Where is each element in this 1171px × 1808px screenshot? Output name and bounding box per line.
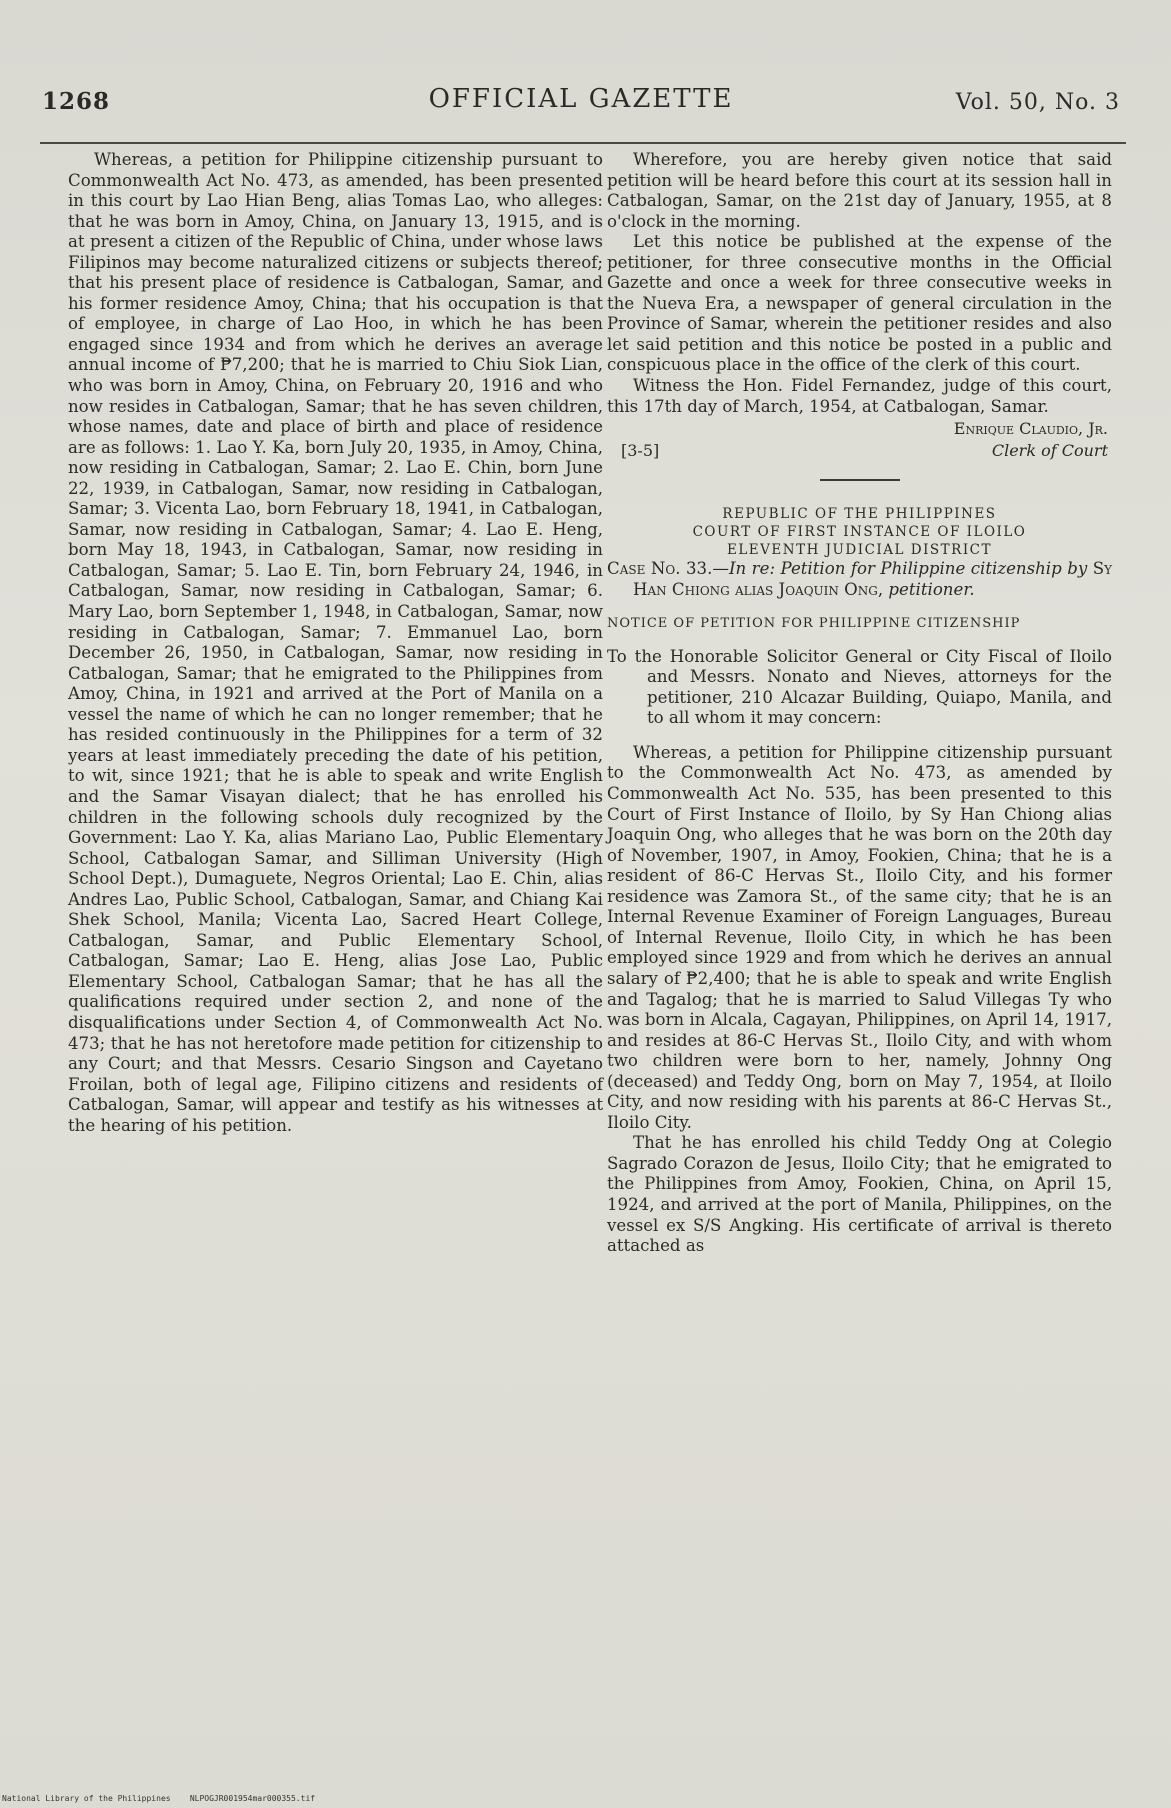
witness-paragraph: Witness the Hon. Fidel Fernandez, judge of this court, this 17th day of March, 1954, at Catbalogan, Samar. [607, 376, 1112, 416]
header-rule [40, 142, 1126, 144]
petitioner-name: Sy Han Chiong alias Joaquin Ong, [633, 559, 1112, 599]
court-caption [607, 505, 1112, 559]
enrollment-paragraph: That he has enrolled his child Teddy Ong at Colegio Sagrado Corazon de Jesus, Iloilo City; that he emigrated to the Philippines from Amoy, Fookien, China, on April 15, 1924, and arrived at the port of Manila, Philippines, on the vessel ex S/S Angking. His certificate of arrival is thereto attached as [607, 1133, 1112, 1256]
issue-code: [3-5] [621, 441, 660, 461]
scan-filename: NLPOGJR001954mar000355.tif [189, 1794, 316, 1803]
addressee-paragraph: To the Honorable Solicitor General or City Fiscal of Iloilo and Messrs. Nonato and Nieves, attorneys for the petitioner, 210 Alcazar Building, Quiapo, Manila, and to all whom it may concern: [607, 646, 1112, 728]
library-credit: National Library of the Philippines [2, 1794, 171, 1803]
case-title [607, 559, 1112, 600]
caption-court: COURT OF FIRST INSTANCE OF ILOILO [692, 524, 1027, 541]
lao-petition-paragraph: Whereas, a petition for Philippine citizenship pursuant to Commonwealth Act No. 473, as amended, has been presented in this court by Lao Hian Beng, alias Tomas Lao, who alleges: that he was born in Amoy, China, on January 13, 1915, and is at present a citizen of the Republic of China, under whose laws Filipinos may become naturalized citizens or subjects thereof; that his present place of residence is Catbalogan, Samar, and his former residence Amoy, China; that his occupation is that of employee, in charge of Lao Hoo, in which he has been engaged since 1934 and from which he derives an average annual income of ₱7,200; that he is married to Chiu Siok Lian, who was born in Amoy, China, on February 20, 1916 and who now resides in Catbalogan, Samar; that he has seven children, whose names, date and place of birth and place of residence are as follows: 1. Lao Y. Ka, born July 20, 1935, in Amoy, China, now residing in Catbalogan, Samar; 2. Lao E. Chin, born June 22, 1939, in Catbalogan, Samar, now residing in Catbalogan, Samar; 3. Vicenta Lao, born February 18, 1941, in Catbalogan, Samar, now residing in Catbalogan, Samar; 4. Lao E. Heng, born May 18, 1943, in Catbalogan, Samar, now residing in Catbalogan, Samar; 5. Lao E. Tin, born February 24, 1946, in Catbalogan, Samar, now residing in Catbalogan, Samar; 6. Mary Lao, born September 1, 1948, in Catbalogan, Samar, now residing in Catbalogan, Samar; 7. Emmanuel Lao, born December 26, 1950, in Catbalogan, Samar, now residing in Catbalogan, Samar; that he emigrated to the Philippines from Amoy, China, in 1921 and arrived at the Port of Manila on a vessel the name of which he can no longer remember; that he has resided continuously in the Philippines for a term of 32 years at least immediately preceding the date of his petition, to wit, since 1921; that he is able to speak and write English and the Samar Visayan dialect; that he has enrolled his children in the following schools duly recognized by the Government: Lao Y. Ka, alias Mariano Lao, Public Elementary School, Catbalogan Samar, and Silliman University (High School Dept.), Dumaguete, Negros Oriental; Lao E. Chin, alias Andres Lao, Public School, Catbalogan, Samar, and Chiang Kai Shek School, Manila; Vicenta Lao, Sacred Heart College, Catbalogan, Samar, and Public Elementary School, Catbalogan, Samar; Lao E. Heng, alias Jose Lao, Public Elementary School, Catbalogan Samar; that he has all the qualifications required under section 2, and none of the disqualifications under Section 4, of Commonwealth Act No. 473; that he has not heretofore made petition for citizenship to any Court; and that Messrs. Cesario Singson and Cayetano Froilan, both of legal age, Filipino citizens and residents of Catbalogan, Samar, will appear and testify as his witnesses at the hearing of his petition. [68, 150, 603, 1135]
case-number: Case No. 33. [607, 559, 713, 579]
publication-order-paragraph: Let this notice be published at the expense of the petitioner, for three consecutive months in the Official Gazette and once a week for three consecutive weeks in the Nueva Era, a newspaper of general circulation in the Province of Samar, wherein the petitioner resides and also let said petition and this notice be posted in a public and conspicuous place in the office of the clerk of this court. [607, 232, 1112, 375]
signature-block [607, 419, 1112, 465]
case-subject: —In re: Petition for Philippine citizenship by [712, 559, 1093, 579]
right-column [607, 150, 1112, 1257]
page-number: 1268 [42, 88, 111, 115]
volume-issue: Vol. 50, No. 3 [955, 90, 1120, 115]
section-divider [820, 479, 900, 481]
caption-district: ELEVENTH JUDICIAL DISTRICT [726, 542, 992, 559]
left-column [68, 150, 603, 1136]
page-header [36, 84, 1126, 128]
notice-heading: NOTICE OF PETITION FOR PHILIPPINE CITIZENSHIP [607, 616, 1021, 632]
ong-petition-paragraph: Whereas, a petition for Philippine citizenship pursuant to the Commonwealth Act No. 473, as amended by Commonwealth Act No. 535, has been presented to this Court of First Instance of Iloilo, by Sy Han Chiong alias Joaquin Ong, who alleges that he was born on the 20th day of November, 1907, in Amoy, Fookien, China; that he is a resident of 86-C Hervas St., Iloilo City, and his former residence was Zamora St., of the same city; that he is an Internal Revenue Examiner of Foreign Languages, Bureau of Internal Revenue, Iloilo City, in which he has been employed since 1929 and from which he derives an annual salary of ₱2,400; that he is able to speak and write English and Tagalog; that he is married to Salud Villegas Ty who was born in Alcala, Cagayan, Philippines, on April 14, 1917, and resides at 86-C Hervas St., Iloilo City, and with whom two children were born to her, namely, Johnny Ong (deceased) and Teddy Ong, born on May 7, 1954, at Iloilo City, and now residing with his parents at 86-C Hervas St., Iloilo City. [607, 742, 1112, 1132]
petitioner-role: petitioner. [888, 579, 975, 599]
caption-republic: REPUBLIC OF THE PHILIPPINES [722, 506, 997, 523]
clerk-office: Clerk of Court [991, 441, 1108, 461]
publication-title: OFFICIAL GAZETTE [428, 84, 734, 114]
hearing-notice-paragraph: Wherefore, you are hereby given notice that said petition will be heard before this court at its session hall in Catbalogan, Samar, on the 21st day of January, 1955, at 8 o'clock in the morning. [607, 150, 1112, 231]
scan-footer [2, 1794, 315, 1803]
clerk-name: Enrique Claudio, Jr. [953, 419, 1108, 439]
